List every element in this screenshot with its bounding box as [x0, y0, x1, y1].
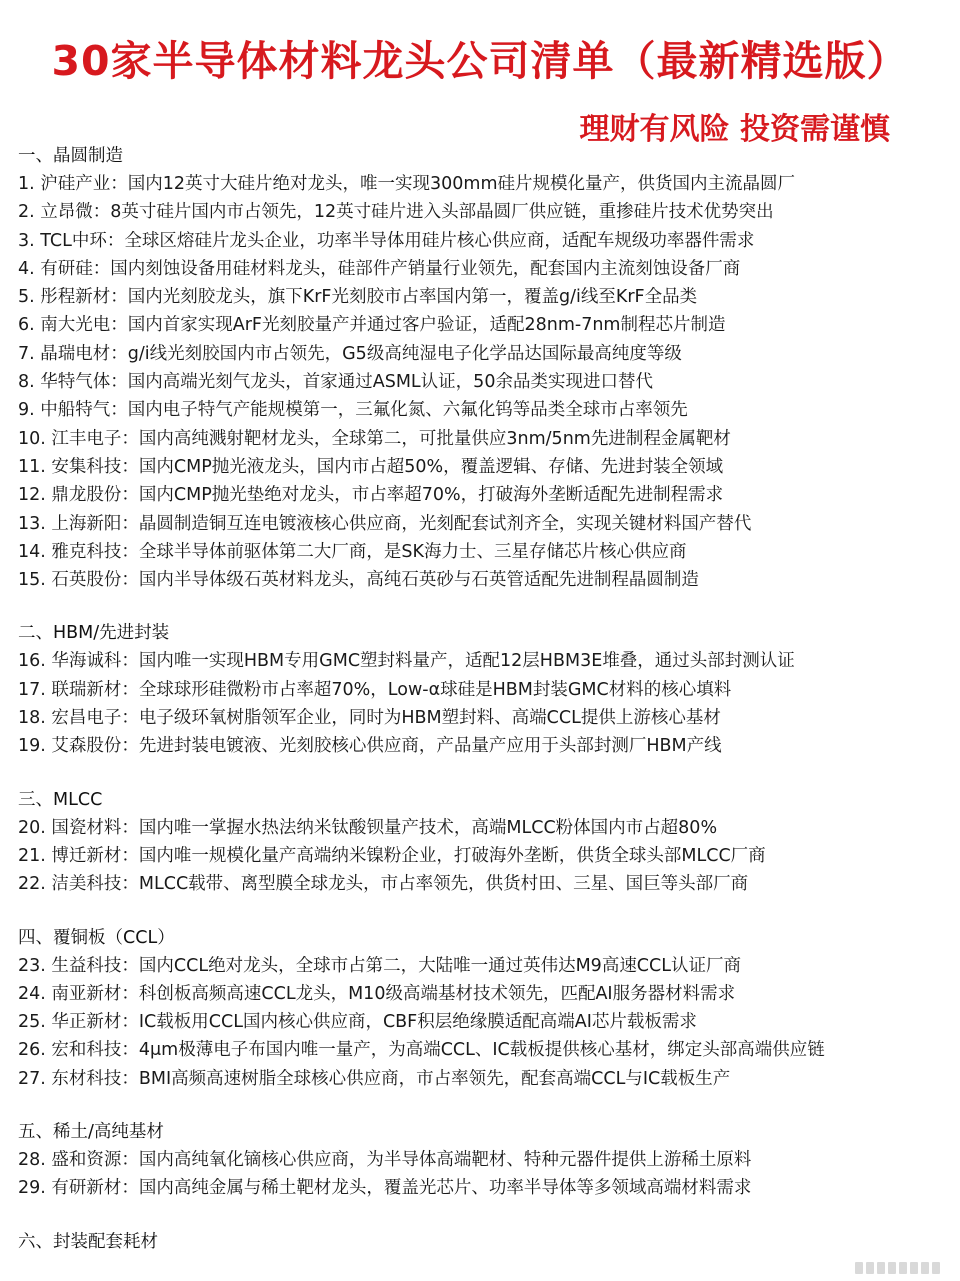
section-title: 一、晶圆制造: [18, 146, 123, 166]
list-item: 29. 有研新材：国内高纯金属与稀土靶材龙头，覆盖光芯片、功率半导体等多领域高端材料需求: [18, 1178, 752, 1199]
list-item: 28. 盛和资源：国内高纯氧化镝核心供应商，为半导体高端靶材、特种元器件提供上游稀土原料: [18, 1150, 752, 1171]
list-item: 11. 安集科技：国内CMP抛光液龙头，国内市占超50%，覆盖逻辑、存储、先进封装全领域: [18, 456, 724, 477]
list-item: 3. TCL中环：全球区熔硅片龙头企业，功率半导体用硅片核心供应商，适配车规级功率器件需求: [18, 230, 755, 251]
section-title: 四、覆铜板（CCL）: [18, 927, 175, 948]
list-item: 2. 立昂微：8英寸硅片国内市占领先，12英寸硅片进入头部晶圆厂供应链，重掺硅片技术优势突出: [18, 202, 774, 223]
risk-warning: 理财有风险 投资需谨慎: [579, 112, 890, 147]
list-item: 12. 鼎龙股份：国内CMP抛光垫绝对龙头，市占率超70%，打破海外垄断适配先进制程需求: [18, 485, 724, 506]
list-item: 8. 华特气体：国内高端光刻气龙头，首家通过ASML认证，50余品类实现进口替代: [18, 372, 653, 393]
list-item: 23. 生益科技：国内CCL绝对龙头，全球市占第二，大陆唯一通过英伟达M9高速CCL认证厂商: [18, 955, 742, 976]
section-hbm-advanced-packaging: [18, 619, 948, 760]
list-item: 24. 南亚新材：科创板高频高速CCL龙头，M10级高端基材技术领先，匹配AI服务器材料需求: [18, 983, 736, 1004]
list-item: 1. 沪硅产业：国内12英寸大硅片绝对龙头，唯一实现300mm硅片规模化量产，供货国内主流晶圆厂: [18, 174, 796, 194]
section-title: 二、HBM/先进封装: [18, 623, 170, 644]
list-item: 13. 上海新阳：晶圆制造铜互连电镀液核心供应商，光刻配套试剂齐全，实现关键材料国产替代: [18, 513, 752, 534]
list-item: 17. 联瑞新材：全球球形硅微粉市占率超70%，Low-α球硅是HBM封装GMC材料的核心填料: [18, 679, 732, 700]
list-item: 4. 有研硅：国内刻蚀设备用硅材料龙头，硅部件产销量行业领先，配套国内主流刻蚀设备厂商: [18, 258, 741, 279]
list-item: 14. 雅克科技：全球半导体前驱体第二大厂商，是SK海力士、三星存储芯片核心供应商: [18, 541, 687, 562]
company-list: [18, 142, 948, 1281]
list-item: 27. 东材科技：BMI高频高速树脂全球核心供应商，市占率领先，配套高端CCL与IC载板生产: [18, 1068, 731, 1089]
list-item: 10. 江丰电子：国内高纯溅射靶材龙头，全球第二，可批量供应3nm/5nm先进制程金属靶材: [18, 428, 731, 449]
section-rare-earth: [18, 1118, 948, 1203]
list-item: 7. 晶瑞电材：g/i线光刻胶国内市占领先，G5级高纯湿电子化学品达国际最高纯度等级: [18, 343, 682, 364]
section-mlcc: [18, 786, 948, 899]
list-item: 20. 国瓷材料：国内唯一掌握水热法纳米钛酸钡量产技术，高端MLCC粉体国内市占超80%: [18, 817, 718, 838]
list-item: 18. 宏昌电子：电子级环氧树脂领军企业，同时为HBM塑封料、高端CCL提供上游核心基材: [18, 708, 721, 729]
list-item: 22. 洁美科技：MLCC载带、离型膜全球龙头，市占率领先，供货村田、三星、国巨等头部厂商: [18, 874, 749, 895]
list-item: 15. 石英股份：国内半导体级石英材料龙头，高纯石英砂与石英管适配先进制程晶圆制造: [18, 570, 699, 591]
section-title: 五、稀土/高纯基材: [18, 1122, 164, 1143]
list-item: 9. 中船特气：国内电子特气产能规模第一，三氟化氮、六氟化钨等品类全球市占率领先: [18, 400, 688, 421]
list-item: 25. 华正新材：IC载板用CCL国内核心供应商，CBF积层绝缘膜适配高端AI芯片载板需求: [18, 1012, 697, 1033]
section-title: 六、封装配套耗材: [18, 1231, 158, 1252]
list-item: 26. 宏和科技：4μm极薄电子布国内唯一量产，为高端CCL、IC载板提供核心基材，绑定头部高端供应链: [18, 1040, 825, 1061]
section-packaging-consumables: [18, 1228, 948, 1256]
watermark: [855, 1262, 940, 1274]
list-item: 6. 南大光电：国内首家实现ArF光刻胶量产并通过客户验证，适配28nm-7nm制程芯片制造: [18, 315, 726, 336]
list-item: 19. 艾森股份：先进封装电镀液、光刻胶核心供应商，产品量产应用于头部封测厂HBM产线: [18, 736, 722, 757]
section-wafer-manufacturing: [18, 142, 948, 594]
section-title: 三、MLCC: [18, 789, 103, 810]
page-title: 30家半导体材料龙头公司清单（最新精选版）: [51, 37, 909, 85]
section-ccl: [18, 924, 948, 1093]
list-item: 5. 彤程新材：国内光刻胶龙头，旗下KrF光刻胶市占率国内第一，覆盖g/i线至KrF全品类: [18, 287, 698, 308]
list-item: 16. 华海诚科：国内唯一实现HBM专用GMC塑封料量产，适配12层HBM3E堆叠，通过头部封测认证: [18, 651, 795, 672]
list-item: 21. 博迁新材：国内唯一规模化量产高端纳米镍粉企业，打破海外垄断，供货全球头部MLCC厂商: [18, 845, 766, 866]
